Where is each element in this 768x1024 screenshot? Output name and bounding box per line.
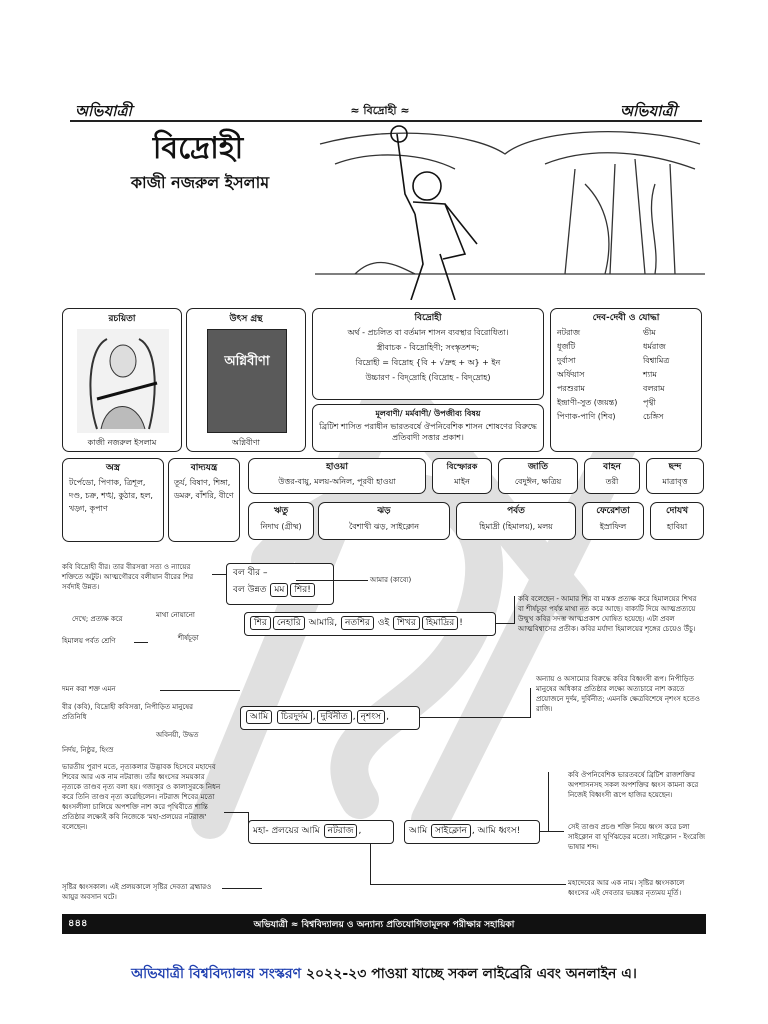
s4-natoraj-horizontal: [370, 884, 566, 885]
s2-word-oi: ওই: [377, 618, 390, 628]
gods-right: বলরাম: [643, 384, 665, 393]
wind-box: [248, 458, 426, 494]
gods-box: [550, 308, 702, 452]
s1-line1: বল বীর –: [233, 568, 268, 578]
s2-right-note: কবি বলেছেন - আমার শির বা মস্তক প্রত্যক্ষ করে হিমালয়ের শিখর বা শীর্ষচূড়া পর্যন্ত মাথা নত করে আছে। বাক্যটি দিয়ে আত্মপ্রত্যয়ে উন্মুখ কবির সদম্ভ আত্মপ্রকাশ ঘোষিত হয়েছে। এটা প্রবল আত্মবিশ্বাসের প্রতীক। কবির মর্যাদা হিমালয়ের শৃঙ্গের চেয়েও উঁচু।: [518, 595, 697, 633]
s3-word-ami: আমি: [246, 710, 272, 724]
angel-box: [582, 502, 644, 540]
meaning-line-2: স্ত্রীবাচক - বিদ্রোহিণী; সংস্কৃতশব্দ;: [376, 343, 480, 352]
s4-bottom-note: সৃষ্টির ধ্বংসকাল। এই প্রলয়কালে সৃষ্টির দেবতা ব্রহ্মারও আয়ুর অবসান ঘটে।: [62, 883, 212, 901]
meter-box: [646, 458, 704, 494]
s3-right-connector: [420, 717, 530, 718]
gods-right: বিশ্বামিত্র: [643, 356, 670, 365]
hell-box: [650, 502, 704, 540]
season-box: [248, 502, 314, 540]
s2-word-shikhor: শিখর: [393, 616, 420, 630]
s2-connector-c: [134, 642, 148, 643]
s4-comma: ,: [358, 826, 362, 836]
meaning-line-3: বিদ্রোহী = বিদ্রোহ {বি + √দ্রুহ + অ} + ইন: [355, 358, 501, 367]
gods-left: নটরাজ: [557, 328, 581, 337]
gods-row: [557, 327, 695, 338]
author-portrait: [77, 329, 169, 433]
s3-note-d: নির্দয়, নিষ্ঠুর, হিংস্র: [62, 746, 114, 754]
s4-verse-2: [409, 824, 535, 838]
s2-note-b: মাথা নোয়ানো: [156, 611, 195, 619]
mountain-text: হিমাদ্রী (হিমালয়), মলয়: [479, 522, 553, 531]
s3-verse-box: [240, 706, 420, 730]
instruments-text: তূর্য, বিষাণ, শিঙ্গা, ডমরু, বাঁশরি, বীণে: [174, 478, 234, 500]
book-cover-title: অগ্নিবীণা: [224, 354, 270, 369]
s4-right-note-b: সেই তাণ্ডব প্রচণ্ড শক্তি নিয়ে ধ্বংস করে চলা সাইক্লোন বা ঘূর্ণিঝড়ের মতো। সাইক্লোন - ইংরেজি ভাষার শব্দ।: [568, 823, 705, 851]
gods-right: ধর্মরাজ: [643, 342, 666, 351]
s4-bottom-connector: [222, 888, 262, 889]
vehicle-heading: বাহন: [603, 462, 621, 472]
s3-right-note: অন্যায় ও অসাম্যের বিরুদ্ধে কবির বিধ্বংসী রূপ। নিপীড়িত মানুষের অধিকার প্রতিষ্ঠার লক্ষ্যে অত্যচারে নাশ করতে প্রয়োজনে দুর্দম, দুর্বিনীত; এমনকি ক্ষেত্রবিশেষে নৃশংস হতেও রাজি।: [536, 675, 700, 713]
gods-right: চেঙ্গিস: [643, 412, 664, 421]
storm-heading: ঝড়: [377, 506, 391, 516]
vehicle-box: [584, 458, 640, 494]
s1-line2: [233, 583, 327, 597]
footer-band: [62, 914, 706, 934]
advert-blue: অভিযাত্রী বিশ্ববিদ্যালয় সংস্করণ: [131, 966, 302, 982]
s3-note-b: বীর (কবি), বিদ্রোহী কবিসত্তা, নিপীড়িত মানুষের প্রতিনিধি: [62, 703, 193, 721]
s1-left-note: কবি বিদ্রোহী বীর। তার বীরসত্তা সত্য ও ন্যায়ের শক্তিতে অটুট। আত্মগৌরবে বলীয়ান বীরের শির সর্বদাই উন্নত।: [62, 563, 194, 591]
gods-row: [557, 341, 695, 352]
s4-left-connector: [224, 812, 248, 813]
page-number: ৪৪৪: [68, 917, 88, 929]
meter-heading: ছন্দ: [668, 462, 682, 472]
meter-text: মাত্রাবৃত্ত: [662, 477, 688, 486]
gods-row: [557, 355, 695, 366]
author-box-caption: কাজী নজরুল ইসলাম: [87, 438, 157, 447]
gods-left: ইন্দ্রাণী-সুত (জয়ন্ত): [557, 398, 618, 407]
gods-right: পৃথ্বী: [643, 398, 656, 407]
gods-left: পিণাক-পাণি (শিব): [557, 412, 616, 421]
mountain-heading: পর্বত: [507, 506, 525, 516]
s4-word-dhongsho: , আমি ধ্বংস!: [471, 826, 521, 836]
s3-connector: [160, 690, 240, 691]
s2-verse: [249, 616, 491, 630]
s3-word-durbinito: দুর্বিনীত: [317, 710, 352, 724]
meaning-line-1: অর্থ - প্রচলিত বা বর্তমান শাসন ব্যবস্থার বিরোধিতা।: [347, 328, 509, 337]
s2-word-amari: আমারি,: [308, 618, 338, 628]
gods-row: [557, 369, 695, 380]
gods-right: ভীম: [643, 328, 656, 337]
race-heading: জাতি: [528, 462, 548, 472]
s4-verse-box-2: [404, 820, 540, 844]
s4-word-ami-2: আমি: [409, 826, 428, 836]
s4-left-note: ভারতীয় পুরাণ মতে, নৃত্যকলার উদ্ভাবক হিসেবে মহাদেব শিবের আর এক নাম নটরাজ। তাঁর ধ্বংসের সময়কার নৃত্যকে তাণ্ডব নৃত্য বলা হয়। গজাসুর ও কালাসুরকে নিধন করে তিনি তাণ্ডব নৃত্য করেছিলেন। নটরাজ শিবের মতো ধ্বংসলীলা চালিয়ে অপশক্তি নাশ করে পৃথিবীতে শান্তি প্রতিষ্ঠার লক্ষ্যেই কবি নিজেকে 'মহা-প্রলয়ের নটরাজ' বলেছেন।: [62, 763, 221, 831]
gods-left: অর্ফিয়াস: [557, 370, 585, 379]
s2-word-nehari: নেহারি: [273, 616, 305, 630]
s1-right-connector: [296, 580, 368, 581]
s4-right-note-c: মহাদেবের আর এক নাম। সৃষ্টির ধ্বংসকালে ধ্বংসের এই দেবতার ভয়ঙ্কর নৃত্যময় মূর্তি।: [568, 879, 685, 897]
meaning-heading: বিদ্রোহী: [414, 313, 442, 323]
gods-left: ধূর্জটি: [557, 342, 576, 351]
advert-line: [62, 962, 706, 986]
vehicle-text: তরী: [605, 477, 619, 486]
s4-right-vertical: [548, 772, 549, 832]
s2-word-shir: শির: [250, 616, 271, 630]
poem-title: বিদ্রোহী: [152, 131, 244, 166]
explosive-text: মাইন: [454, 477, 470, 486]
header-center-title: ≈ বিদ্রোহী ≈: [350, 104, 410, 117]
s4-verse-box-1: [248, 820, 394, 844]
poet-name: কাজী নজরুল ইসলাম: [130, 173, 270, 192]
meaning-box: [312, 308, 544, 400]
s2-verse-box: [244, 612, 496, 636]
s1-word-mama: মম: [270, 583, 288, 597]
gods-heading: দেব-দেবী ও যোদ্ধা: [592, 313, 660, 323]
s3-right-vertical: [530, 688, 531, 718]
header-logo-right: অভিযাত্রী: [620, 102, 677, 120]
s2-right-vertical: [514, 596, 515, 624]
author-box: [62, 308, 182, 452]
s4-word-proloyer: প্রলয়ের: [271, 826, 299, 836]
theme-heading: মূলবাণী/ মর্মবাণী/ উপজীব্য বিষয়: [375, 409, 481, 418]
s2-right-connector: [496, 623, 514, 624]
s4-verse-1: [253, 824, 389, 838]
source-box: [186, 308, 306, 452]
s2-note-a: দেখে; প্রত্যক্ষ করে: [72, 615, 123, 623]
wind-text: উত্তর-বায়ু, মলয়-অনিল, পূরবী হাওয়া: [278, 477, 396, 486]
theme-box: [312, 404, 544, 452]
weapons-box: [62, 458, 164, 542]
s1-line2-pre: বল উন্নত: [233, 585, 267, 595]
season-text: নিদাঘ (গ্রীষ্ম): [260, 522, 302, 531]
storm-text: বৈশাখী ঝড়, সাইক্লোন: [348, 522, 420, 531]
s1-connector: [212, 574, 226, 575]
race-text: বেদুঈন, ক্ষত্রিয়: [514, 477, 562, 486]
s3-word-nrishongsho: নৃশংস: [357, 710, 386, 724]
instruments-box: [168, 458, 240, 542]
wind-heading: হাওয়া: [326, 462, 348, 472]
s1-verse-box: [226, 563, 334, 605]
s4-word-ami: আমি: [301, 826, 320, 836]
explosive-heading: বিস্ফোরক: [446, 462, 478, 471]
s4-right-connector: [540, 831, 564, 832]
s3-note-a: দমন করা শক্ত এমন: [62, 685, 116, 693]
s3-word-chirodurdom: চিরদুর্দম: [277, 710, 312, 724]
hell-heading: দোযখ: [665, 506, 689, 516]
source-box-heading: উৎস গ্রন্থ: [229, 314, 263, 324]
s3-note-c: অবিনয়ী, উদ্ধত: [156, 731, 199, 739]
gods-right: শ্যাম: [643, 370, 657, 379]
instruments-heading: বাদ্যযন্ত্র: [190, 463, 218, 473]
header-rule: [70, 120, 702, 122]
weapons-text: টর্পেডো, পিণাক, ত্রিশূল, দণ্ড, চক্র, শঙ্খ, কুঠার, হল, খড়্গ, কৃপাণ: [69, 478, 153, 513]
season-heading: ঋতু: [273, 506, 289, 516]
weapons-heading: অস্ত্র: [106, 463, 120, 473]
theme-text: ব্রিটিশ শাসিত পরাধীন ভারতবর্ষে ঔপনিবেশিক শাসন শোষণের বিরুদ্ধে প্রতিবাদী সত্তার প্রকাশ।: [319, 422, 537, 442]
gods-row: [557, 397, 695, 408]
illustration-rebel: [315, 124, 705, 300]
gods-row: [557, 383, 695, 394]
s3-verse: আমি চিরদুর্দম , দুর্বিনীত , নৃশংস ,: [245, 710, 415, 724]
book-cover: [207, 329, 287, 433]
s4-natoraj-connector: [370, 844, 371, 884]
angel-text: ইস্রাফিল: [599, 522, 627, 531]
s2-word-natashir: নতশির: [341, 616, 374, 630]
s1-word-shir: শির!: [290, 583, 314, 597]
header-logo-left: অভিযাত্রী: [75, 102, 132, 120]
mountain-box: [456, 502, 576, 540]
explosive-box: [432, 458, 492, 494]
advert-black: ২০২২-২৩ পাওয়া যাচ্ছে সকল লাইব্রেরি এবং অনলাইন এ।: [305, 966, 637, 982]
s4-word-cyclone: সাইক্লোন: [431, 824, 471, 838]
hell-text: হাবিয়া: [666, 522, 688, 531]
s2-word-himadrir: হিমাদ্রির: [422, 616, 458, 630]
gods-left: দুর্বাসা: [557, 356, 576, 365]
footer-tagline: অভিযাত্রী ≈ বিশ্ববিদ্যালয় ও অন্যান্য প্রতিযোগিতামূলক পরীক্ষার সহায়িকা: [253, 919, 515, 930]
race-box: [498, 458, 578, 494]
s4-word-natoraj: নটরাজ: [324, 824, 358, 838]
angel-heading: ফেরেশতা: [596, 506, 630, 516]
s4-right-note-a: কবি ঔপনিবেশিক ভারতবর্ষে ব্রিটিশ রাজশক্তির অপশাসনসহ সকল অপশক্তির ধ্বংস কামনা করে নিজেই বিধ্বংসী রূপে হাজির হয়েছেন।: [568, 771, 699, 799]
storm-box: [318, 502, 450, 540]
s2-exclaim: !: [459, 618, 463, 628]
gods-left: পরশুরাম: [557, 384, 585, 393]
source-box-caption: অগ্নিবীণা: [232, 438, 260, 447]
s2-note-d: শীর্ষচূড়া: [178, 634, 199, 642]
s1-right-note: আমার (কাব্যে): [370, 576, 412, 584]
author-box-heading: রচয়িতা: [108, 314, 136, 324]
gods-row: [557, 411, 695, 422]
s2-note-c: হিমালয় পর্বত শ্রেণি: [62, 637, 116, 645]
meaning-line-4: উচ্চারণ - বিদ্‌দ্রোহি (বিদ্রোহ - বিদ্‌দ্রোহ): [365, 373, 491, 382]
s4-word-maha: মহা-: [253, 826, 269, 836]
